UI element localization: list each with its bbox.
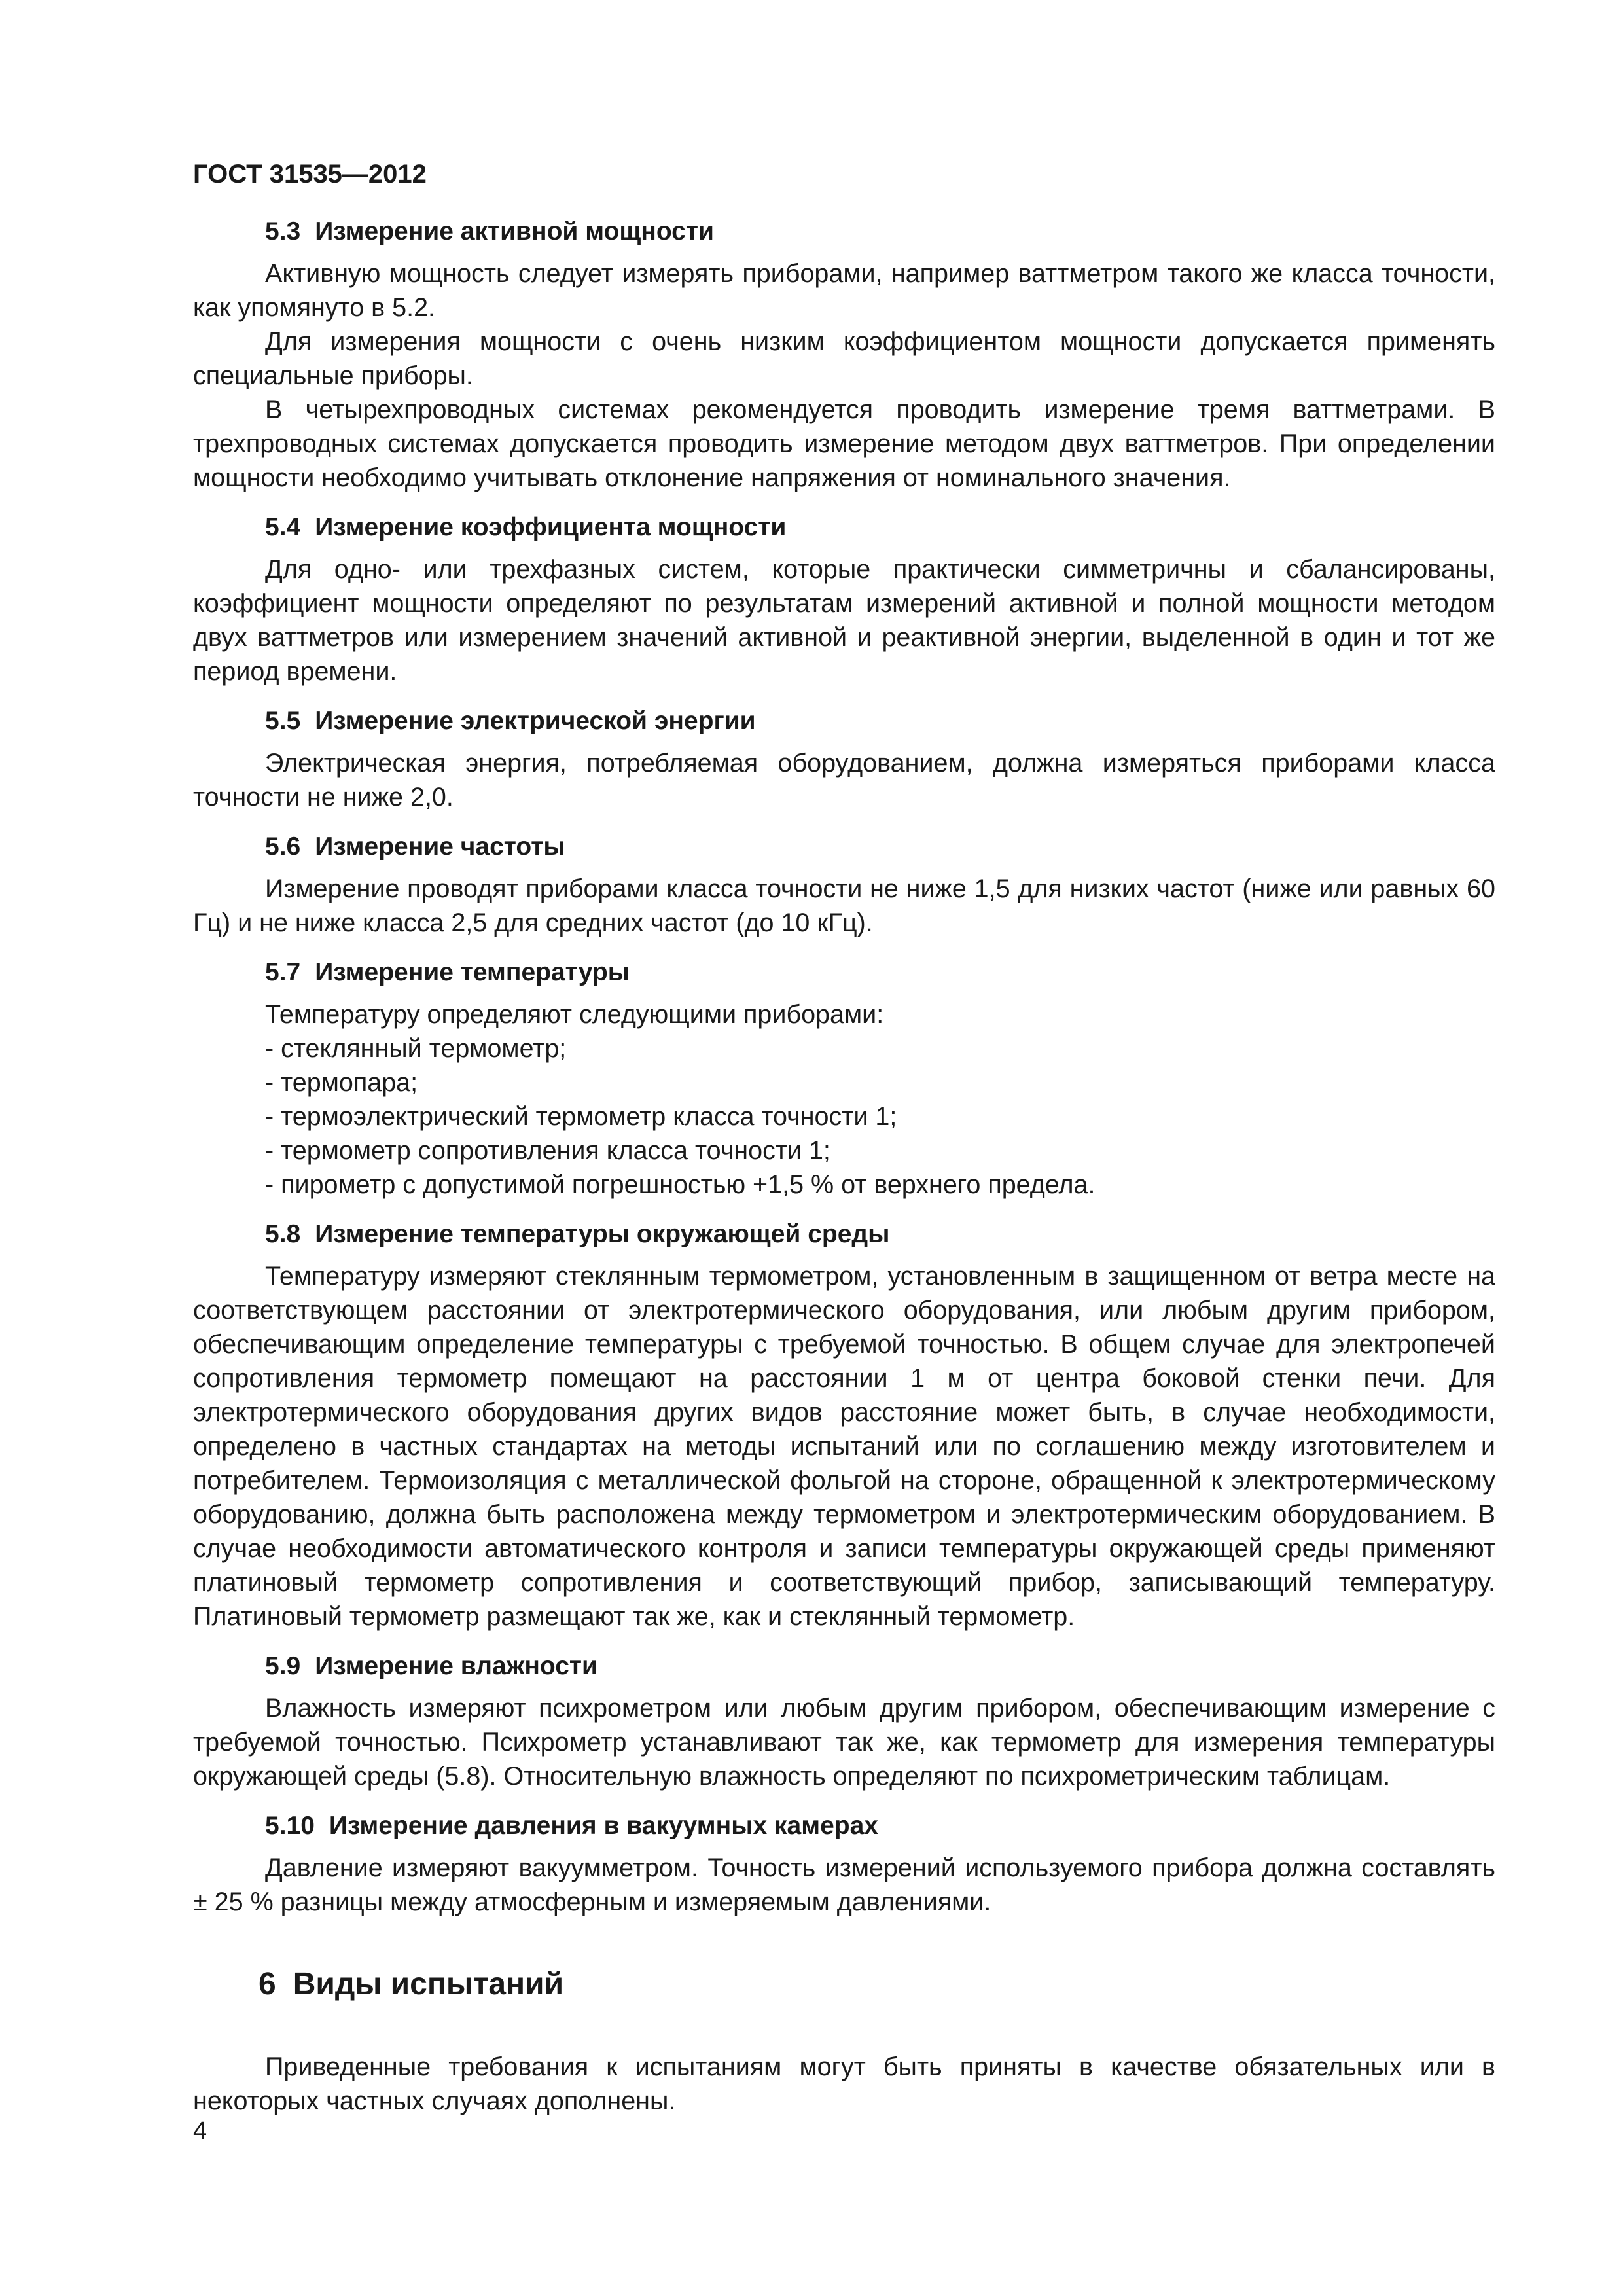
chapter-title: Виды испытаний — [293, 1967, 564, 2001]
section-5-4 — [193, 511, 1495, 689]
section-number: 5.7 — [265, 958, 301, 986]
list-item: - термопара; — [265, 1068, 418, 1097]
section-5-9 — [193, 1649, 1495, 1793]
section-title: Измерение электрической энергии — [315, 707, 756, 735]
section-title: Измерение давления в вакуумных камерах — [329, 1812, 878, 1840]
section-heading — [193, 956, 1495, 990]
list-item: - термометр сопротивления класса точности 1; — [265, 1136, 830, 1165]
section-5-10 — [193, 1809, 1495, 1919]
list-item: - пирометр с допустимой погрешностью +1,5 % от верхнего предела. — [265, 1170, 1096, 1199]
section-heading — [193, 1809, 1495, 1843]
document-header: ГОСТ 31535—2012 — [193, 160, 427, 188]
section-paragraph: Температуру определяют следующими приборами: — [265, 1000, 884, 1029]
section-paragraph: Измерение проводят приборами класса точности не ниже 1,5 для низких частот (ниже или равных 60 Гц) и не ниже класса 2,5 для средних частот (до 10 кГц). — [193, 874, 1495, 937]
section-title: Измерение влажности — [315, 1652, 597, 1680]
section-paragraph: Активную мощность следует измерять приборами, например ваттметром такого же класса точности, как упомянуто в 5.2. — [193, 259, 1495, 322]
section-5-8 — [193, 1217, 1495, 1634]
section-number: 5.8 — [265, 1220, 301, 1248]
section-title: Измерение частоты — [315, 833, 565, 861]
section-paragraph: Для одно- или трехфазных систем, которые практически симметричны и сбалансированы, коэффициент мощности определяют по результатам измерений активной и полной мощности методом двух ваттметров или измерением значений активной и реактивной энергии, выделенной в один и тот же период времени. — [193, 555, 1495, 686]
section-paragraph: В четырехпроводных системах рекомендуется проводить измерение тремя ваттметрами. В трехпроводных системах допускается проводить измерение методом двух ваттметров. При определении мощности необходимо учитывать отклонение напряжения от номинального значения. — [193, 395, 1495, 492]
section-title: Измерение коэффициента мощности — [315, 513, 787, 541]
instrument-list — [193, 1031, 1495, 1202]
section-number: 5.4 — [265, 513, 301, 541]
section-paragraph: Давление измеряют вакуумметром. Точность измерений используемого прибора должна составлять ± 25 % разницы между атмосферным и измеряемым давлениями. — [193, 1854, 1495, 1916]
section-number: 5.9 — [265, 1652, 301, 1680]
section-5-6 — [193, 830, 1495, 940]
chapter-paragraph: Приведенные требования к испытаниям могут быть приняты в качестве обязательных или в некоторых частных случаях дополнены. — [193, 2053, 1495, 2115]
section-paragraph: Температуру измеряют стеклянным термометром, установленным в защищенном от ветра месте на соответствующем расстоянии от электротермического оборудования, или любым другим прибором, обеспечивающим определение температуры с требуемой точностью. В общем случае для электропечей сопротивления термометр помещают на расстоянии 1 м от центра боковой стенки печи. Для электротермического оборудования других видов расстояние может быть, в случае необходимости, определено в частных стандартах на методы испытаний или по соглашению между изготовителем и потребителем. Термоизоляция с металлической фольгой на стороне, обращенной к электротермическому оборудованию, должна быть расположена между термометром и электротермическим оборудованием. В случае необходимости автоматического контроля и записи температуры окружающей среды применяют платиновый термометр сопротивления и соответствующий прибор, записывающий температуру. Платиновый термометр размещают так же, как и стеклянный термометр. — [193, 1262, 1495, 1631]
page-number: 4 — [193, 2117, 207, 2145]
section-heading — [193, 1217, 1495, 1251]
section-5-3 — [193, 215, 1495, 495]
list-item: - стеклянный термометр; — [265, 1034, 567, 1063]
section-heading — [193, 1649, 1495, 1683]
section-number: 5.5 — [265, 707, 301, 735]
section-number: 5.6 — [265, 833, 301, 861]
section-heading — [193, 215, 1495, 249]
list-item: - термоэлектрический термометр класса точности 1; — [265, 1102, 897, 1131]
sections-container — [193, 215, 1495, 1919]
section-number: 5.3 — [265, 217, 301, 245]
section-5-5 — [193, 704, 1495, 814]
section-5-7 — [193, 956, 1495, 1202]
section-paragraph: Влажность измеряют психрометром или любым другим прибором, обеспечивающим измерение с требуемой точностью. Психрометр устанавливают так же, как термометр для измерения температуры окружающей среды (5.8). Относительную влажность определяют по психрометрическим таблицам. — [193, 1694, 1495, 1791]
section-title: Измерение температуры — [315, 958, 630, 986]
chapter-heading — [193, 1965, 1495, 2004]
chapter-number: 6 — [259, 1967, 276, 2001]
section-number: 5.10 — [265, 1812, 315, 1840]
document-page — [193, 157, 1495, 2118]
section-paragraph: Для измерения мощности с очень низким коэффициентом мощности допускается применять специальные приборы. — [193, 327, 1495, 390]
section-heading — [193, 704, 1495, 738]
section-heading — [193, 511, 1495, 545]
section-title: Измерение активной мощности — [315, 217, 714, 245]
section-paragraph: Электрическая энергия, потребляемая оборудованием, должна измеряться приборами класса точности не ниже 2,0. — [193, 749, 1495, 812]
section-title: Измерение температуры окружающей среды — [315, 1220, 890, 1248]
section-heading — [193, 830, 1495, 864]
